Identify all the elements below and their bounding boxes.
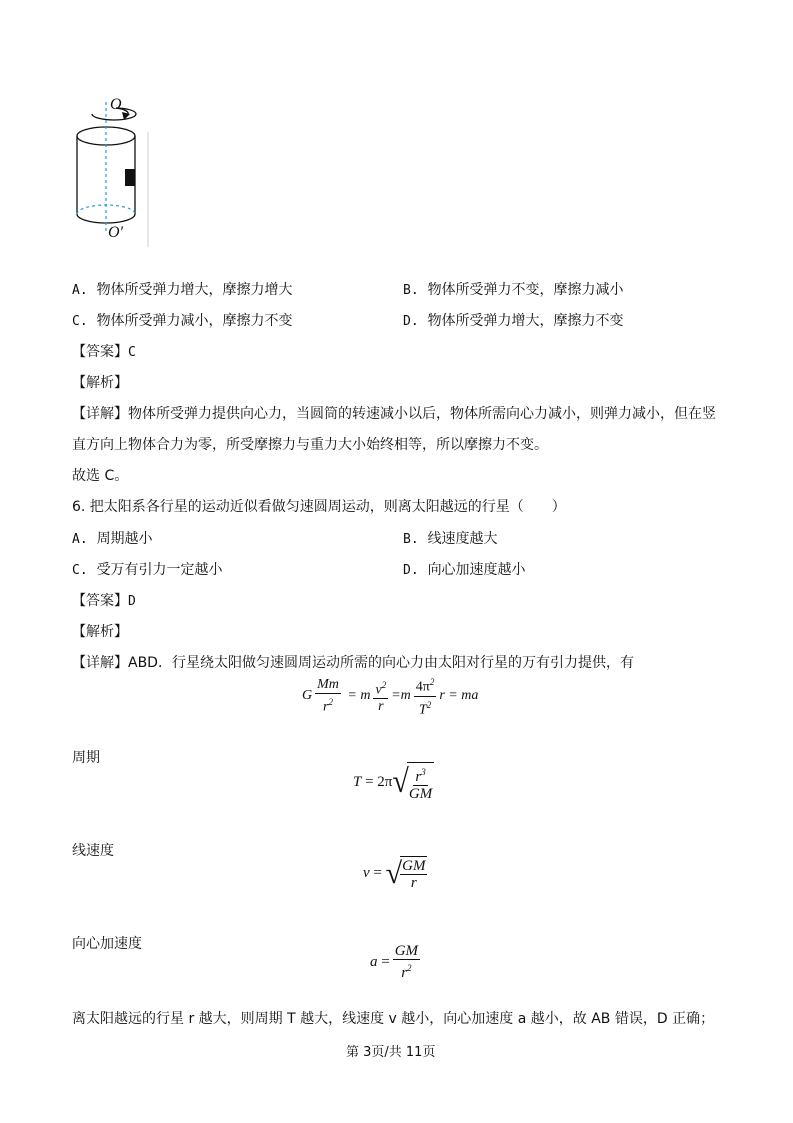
q5-detail-line1: 【详解】物体所受弹力提供向心力，当圆筒的转速减小以后，物体所需向心力减小，则弹力减小，但在竖 bbox=[72, 406, 716, 422]
q6-final-line: 离太阳越远的行星 r 越大，则周期 T 越大，线速度 v 越小，向心加速度 a 越小，故 AB 错误，D 正确； bbox=[72, 1011, 715, 1027]
q6-stem: 6. 把太阳系各行星的运动近似看做匀速圆周运动，则离太阳越远的行星（ ） bbox=[72, 499, 566, 515]
q6-option-c: C. 受万有引力一定越小 bbox=[72, 562, 223, 578]
q5-option-c: C. 物体所受弹力减小，摩擦力不变 bbox=[72, 313, 293, 329]
q5-answer: 【答案】C bbox=[72, 344, 136, 360]
q6-answer: 【答案】D bbox=[72, 593, 136, 609]
q6-option-d: D. 向心加速度越小 bbox=[403, 562, 526, 578]
q5-analysis-tag: 【解析】 bbox=[72, 375, 128, 391]
label-velocity: 线速度 bbox=[72, 843, 114, 859]
q5-option-b: B. 物体所受弹力不变，摩擦力减小 bbox=[403, 282, 624, 298]
axis-label-bottom: O′ bbox=[108, 224, 124, 241]
axis-label-top: O bbox=[110, 96, 122, 113]
q5-option-a: A. 物体所受弹力增大，摩擦力增大 bbox=[72, 282, 293, 298]
page-footer: 第 3页/共 11页 bbox=[346, 1045, 436, 1060]
q6-analysis-tag: 【解析】 bbox=[72, 624, 128, 640]
label-acceleration: 向心加速度 bbox=[72, 936, 142, 952]
q5-conclusion: 故选 C。 bbox=[72, 468, 129, 484]
q5-detail-line2: 直方向上物体合力为零，所受摩擦力与重力大小始终相等，所以摩擦力不变。 bbox=[72, 437, 548, 453]
q6-option-b: B. 线速度越大 bbox=[403, 531, 498, 547]
label-period: 周期 bbox=[72, 750, 100, 766]
q6-detail-line1: 【详解】ABD．行星绕太阳做匀速圆周运动所需的向心力由太阳对行星的万有引力提供，有 bbox=[72, 655, 634, 671]
equation-gravitation: G $\frac{Mm}{r^2}$ = m $\frac{v^2}{r}$ =m $\frac{4\pi^2}{T^2}$ r = ma bbox=[302, 674, 478, 718]
equation-period: T = 2π √ $\frac{r^3}{GM}$ bbox=[353, 763, 433, 802]
q5-option-d: D. 物体所受弹力增大，摩擦力不变 bbox=[403, 313, 624, 329]
q6-option-a: A. 周期越小 bbox=[72, 531, 153, 547]
equation-velocity: v = √ $\frac{GM}{r}$ bbox=[363, 856, 426, 891]
equation-acceleration: a = $\frac{GM}{r^2}$ bbox=[370, 943, 419, 981]
